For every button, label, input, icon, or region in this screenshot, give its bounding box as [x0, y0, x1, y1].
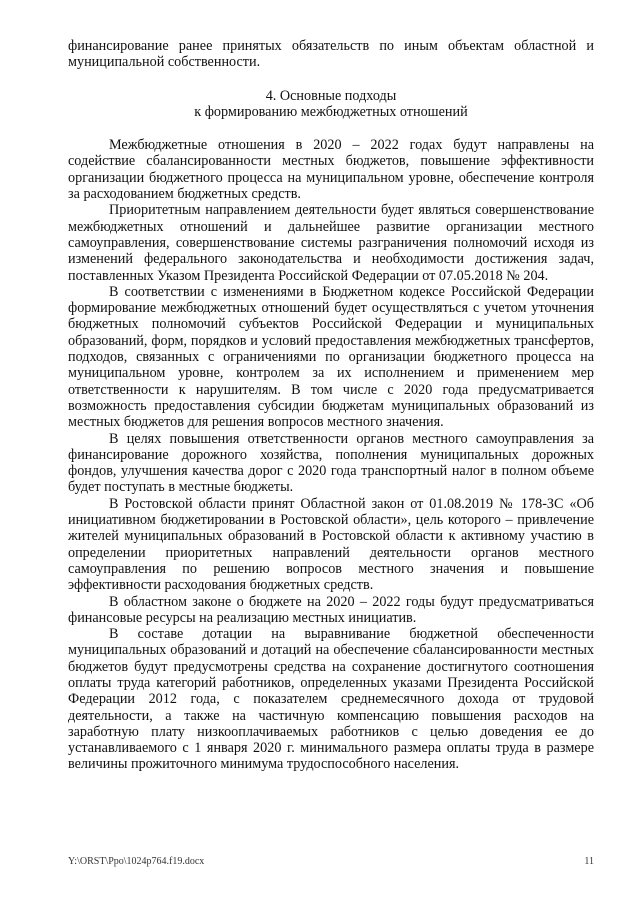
paragraph-4: В целях повышения ответственности органов местного самоуправления за финансирование дорожного хозяйства, пополнения муниципальных дорожных фондов, улучшения качества дорог с 2020 года транспортный налог в полном объеме будет поступать в местные бюджеты.	[68, 430, 594, 496]
intro-paragraph: финансирование ранее принятых обязательств по иным объектам областной и муниципальной собственности.	[68, 38, 594, 71]
document-page	[68, 38, 594, 773]
paragraph-7: В составе дотации на выравнивание бюджетной обеспеченности муниципальных образований и дотаций на обеспечение сбалансированности местных бюджетов будут предусмотрены средства на сохранение достигнутого соотношения оплаты труда категорий работников, определенных указами Президента Российской Федерации 2012 года, с показателем среднемесячного дохода от трудовой деятельности, а также на частичную компенсацию повышения расходов на заработную плату низкооплачиваемых работников с целью доведения ее до устанавливаемого с 1 января 2020 г. минимального размера оплаты труда в размере величины прожиточного минимума трудоспособного населения.	[68, 626, 594, 773]
footer-file-path: Y:\ORST\Ppo\1024p764.f19.docx	[68, 856, 205, 867]
paragraph-6: В областном законе о бюджете на 2020 – 2022 годы будут предусматриваться финансовые ресурсы на реализацию местных инициатив.	[68, 593, 594, 626]
paragraph-1: Межбюджетные отношения в 2020 – 2022 годах будут направлены на содействие сбалансированности местных бюджетов, повышение эффективности организации бюджетного процесса на муниципальном уровне, обеспечение контроля за расходованием бюджетных средств.	[68, 137, 594, 203]
paragraph-2: Приоритетным направлением деятельности будет являться совершенствование межбюджетных отношений и дальнейшее развитие организации местного самоуправления, совершенствование системы разграничения полномочий исходя из изменений федерального законодательства и необходимости достижения задач, поставленных Указом Президента Российской Федерации от 07.05.2018 № 204.	[68, 202, 594, 284]
paragraph-3: В соответствии с изменениями в Бюджетном кодексе Российской Федерации формирование межбюджетных отношений будет осуществляться с учетом уточнения бюджетных полномочий субъектов Российской Федерации и муниципальных образований, форм, порядков и условий предоставления межбюджетных трансфертов, подходов, связанных с ограничениями по организации бюджетного процесса на муниципальном уровне, контролем за их исполнением и применением мер ответственности к нарушителям. В том числе с 2020 года предусматривается возможность предоставления субсидии бюджетам муниципальных образований из местных бюджетов для решения вопросов местного значения.	[68, 283, 594, 431]
section-heading	[68, 88, 594, 121]
page-number: 11	[584, 856, 594, 867]
paragraph-5: В Ростовской области принят Областной закон от 01.08.2019 № 178-ЗС «Об инициативном бюджетировании в Ростовской области», цель которого – привлечение жителей муниципальных образований в Ростовской области к активному участию в определении приоритетных направлений деятельности органов местного самоуправления по решению вопросов местного значения и повышение эффективности расходования бюджетных средств.	[68, 495, 594, 594]
section-heading-line1: 4. Основные подходы	[265, 87, 397, 104]
section-heading-line2: к формированию межбюджетных отношений	[194, 103, 468, 120]
